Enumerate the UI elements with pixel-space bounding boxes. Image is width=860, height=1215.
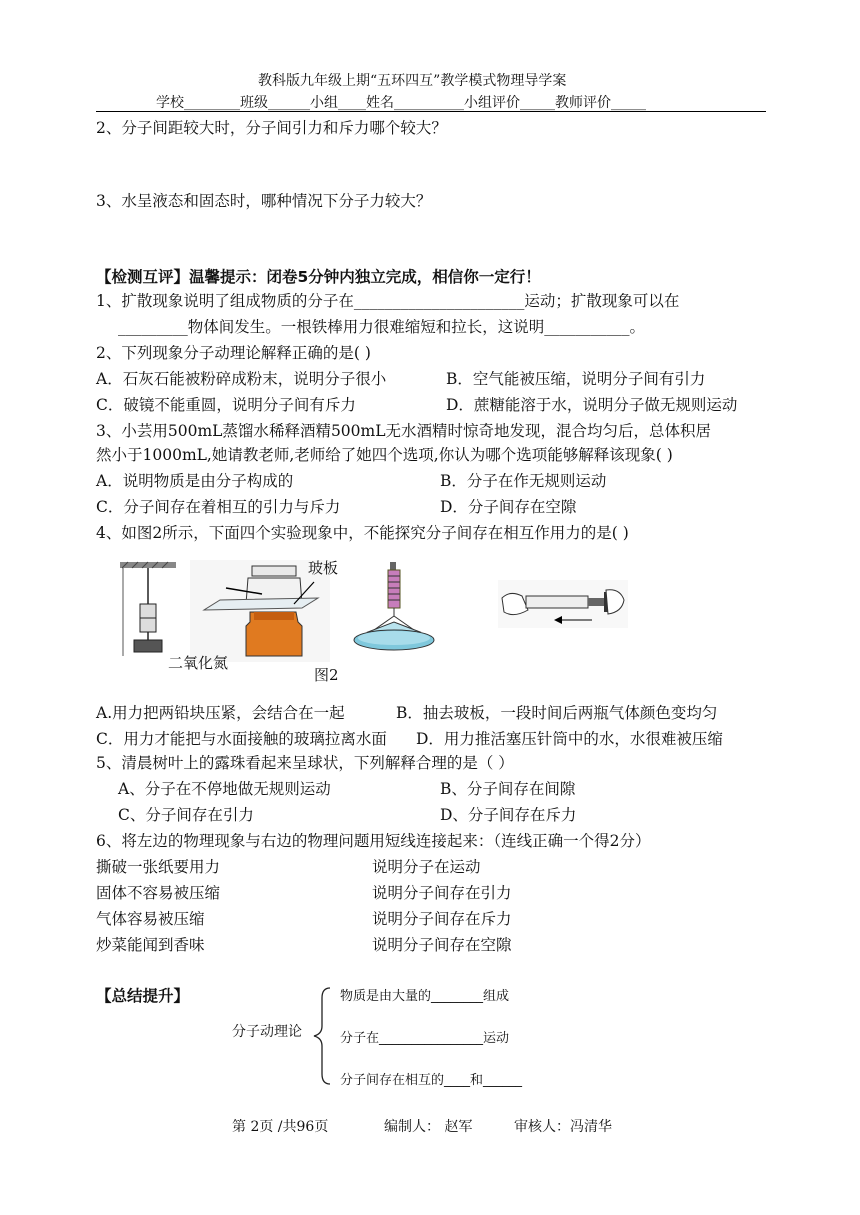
check-q2-option-b: B．空气能被压缩，说明分子间有引力 xyxy=(446,370,706,388)
check-q5-option-c: C、分子间存在引力 xyxy=(118,806,254,824)
figure-label-board: 玻板 xyxy=(308,559,339,577)
check-q2: 2、下列现象分子动理论解释正确的是( ) xyxy=(96,344,371,362)
match-left-item: 撕破一张纸要用力 xyxy=(96,858,221,876)
question-2-top: 2、分子间距较大时，分子间引力和斥力哪个较大？ xyxy=(96,119,447,137)
question-3-top: 3、水呈液态和固态时，哪种情况下分子力较大？ xyxy=(96,192,432,210)
match-left-item: 固体不容易被压缩 xyxy=(96,884,221,902)
check-q5: 5、清晨树叶上的露珠看起来呈球状，下列解释合理的是（ ） xyxy=(96,754,514,772)
footer-page-number: 第 2页 /共96页 xyxy=(232,1119,329,1135)
header-rule xyxy=(96,111,766,112)
header-title: 教科版九年级上期“五环四互”教学模式物理导学案 xyxy=(258,73,567,89)
summary-brace-icon xyxy=(310,986,334,1086)
match-left-item: 气体容易被压缩 xyxy=(96,910,205,928)
check-q4-option-a: A.用力把两铅块压紧，会结合在一起 xyxy=(96,704,345,722)
check-q2-option-a: A．石灰石能被粉碎成粉末，说明分子很小 xyxy=(96,370,387,388)
match-right-item: 说明分子间存在空隙 xyxy=(372,936,512,954)
check-q3-option-a: A．说明物质是由分子构成的 xyxy=(96,472,294,490)
check-q2-option-d: D．蔗糖能溶于水，说明分子做无规则运动 xyxy=(446,396,738,414)
summary-branch-3: 分子间存在相互的____和______ xyxy=(340,1073,523,1088)
check-q4-option-d: D．用力推活塞压针筒中的水，水很难被压缩 xyxy=(416,730,723,748)
check-q4-option-c: C．用力才能把与水面接触的玻璃拉离水面 xyxy=(96,730,387,748)
check-q1-line2: _________物体间发生。一根铁棒用力很难缩短和拉长，这说明___________。 xyxy=(118,318,646,336)
summary-branch-2: 分子在________________运动 xyxy=(340,1031,510,1046)
figure-lead-blocks xyxy=(118,560,178,658)
match-right-item: 说明分子在运动 xyxy=(372,858,481,876)
figure-syringe xyxy=(498,580,628,628)
summary-heading: 【总结提升】 xyxy=(96,987,190,1005)
footer-reviewer: 审核人：冯清华 xyxy=(514,1119,612,1135)
check-q1-line1: 1、扩散现象说明了组成物质的分子在______________________运动；扩散现象可以在 xyxy=(96,292,680,310)
check-q6: 6、将左边的物理现象与右边的物理问题用短线连接起来：（连线正确一个得2分） xyxy=(96,832,651,850)
check-q4: 4、如图2所示，下面四个实验现象中，不能探究分子间存在相互作用力的是( ) xyxy=(96,524,629,542)
check-q5-option-a: A、分子在不停地做无规则运动 xyxy=(118,780,331,798)
check-q3-option-b: B．分子在作无规则运动 xyxy=(440,472,607,490)
summary-center: 分子动理论 xyxy=(232,1024,302,1040)
figure-caption: 图2 xyxy=(314,666,339,684)
figure-glass-water xyxy=(348,560,442,658)
match-right-item: 说明分子间存在斥力 xyxy=(372,910,512,928)
match-right-item: 说明分子间存在引力 xyxy=(372,884,512,902)
check-q2-option-c: C．破镜不能重圆，说明分子间有斥力 xyxy=(96,396,356,414)
check-q5-option-d: D、分子间存在斥力 xyxy=(440,806,577,824)
figure-label-gas: 二氧化氮 xyxy=(168,654,229,672)
check-q3-line2: 然小于1000mL,她请教老师,老师给了她四个选项,你认为哪个选项能够解释该现象( ) xyxy=(96,446,673,464)
check-heading: 【检测互评】温馨提示：闭卷5分钟内独立完成，相信你一定行！ xyxy=(96,268,541,286)
check-q5-option-b: B、分子间存在间隙 xyxy=(440,780,576,798)
check-q4-option-b: B．抽去玻板，一段时间后两瓶气体颜色变均匀 xyxy=(396,704,718,722)
header-info-line: 学校________班级______小组____姓名__________小组评价_____教师评价_____ xyxy=(156,95,646,111)
check-q3-option-d: D．分子间存在空隙 xyxy=(440,498,577,516)
check-q3-option-c: C．分子间存在着相互的引力与斥力 xyxy=(96,498,341,516)
match-left-item: 炒菜能闻到香味 xyxy=(96,936,205,954)
check-q3-line1: 3、小芸用500mL蒸馏水稀释酒精500mL无水酒精时惊奇地发现，混合均匀后，总体积居 xyxy=(96,422,712,440)
footer-editor: 编制人： 赵军 xyxy=(384,1119,473,1135)
summary-branch-1: 物质是由大量的________组成 xyxy=(340,989,510,1004)
